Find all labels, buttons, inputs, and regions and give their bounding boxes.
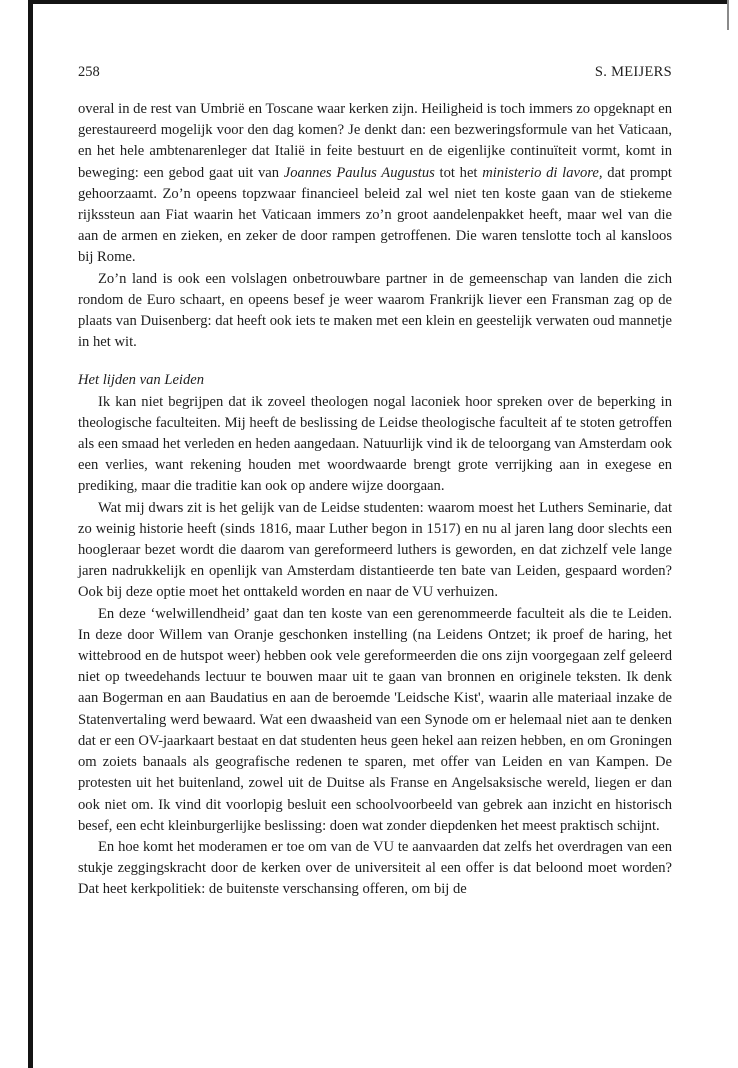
paragraph xyxy=(78,392,672,498)
scan-border-left xyxy=(28,0,33,1068)
intro-body xyxy=(78,99,672,353)
scan-border-top xyxy=(28,0,728,4)
text-segment: En deze ‘welwillendheid’ gaat dan ten koste van een gerenommeerde faculteit als die te Leiden. In deze door Willem van Oranje geschonken instelling (na Leidens Ontzet; ik proef de haring, het wittebrood en de hutspot weer) hebben ook vele gereformeerden die ons zijn voorgegaan zelf geleerd niet op tweedehands lectuur te bouwen maar uit te gaan van bronnen en originele teksten. Ik denk aan Bogerman en aan Baudatius en aan de beroemde 'Leidsche Kist', waarin alle materiaal inzake de Statenvertaling werd bewaard. Wat een dwaasheid van een Synode om er helemaal niet aan te denken dat er een OV-jaarkaart bestaat en dat studenten heus geen hekel aan reizen hebben, en om Groningen om zoiets banaals als geografische redenen te sparen, met offer van Leiden en van Kampen. De protesten uit het buitenland, zowel uit de Duitse als Franse en Angelsaksische wereld, liegen er dan ook niet om. Ik vind dit voorlopig besluit een schoolvoorbeeld van gebrek aan inzicht en historisch besef, een echt kleinburgerlijke beslissing: doen wat zonder diepdenken het meest praktisch schijnt. xyxy=(78,605,672,834)
text-segment: En hoe komt het moderamen er toe om van de VU te aanvaarden dat zelfs het overdragen van een stukje zeggingskracht door de kerken over de universiteit al een offer is dat beloond moet worden? Dat heet kerkpolitiek: de buitenste verschansing offeren, om bij de xyxy=(78,838,672,898)
page-number: 258 xyxy=(78,64,100,80)
text-segment: overal in de rest van Umbrië en Toscane waar kerken zijn. Heiligheid is toch immers zo opgeknapt en gerestaureerd mogelijk voor den dag komen? Je denkt dan: een bezweringsformule van het Vaticaan, en het hele ambtenarenleger dat Italië in feite bestuurt en de eigenlijke continuïteit vormt, komt in beweging: een gebod gaat uit van xyxy=(78,101,672,181)
text-segment: tot het xyxy=(434,164,483,181)
section-body xyxy=(78,392,672,901)
scan-border-right xyxy=(727,0,729,30)
running-head: S. MEIJERS xyxy=(594,64,672,80)
paragraph xyxy=(78,837,672,901)
paragraph xyxy=(78,269,672,354)
text-segment: dat prompt gehoorzaamt. Zo’n opeens topzwaar financieel beleid zal wel niet ten koste gaan van de stiekeme rijkssteun aan Fiat waarin het Vaticaan immers zo’n groot aandelenpakket heeft, maar wel van die aan de armen en zieken, en zeker de door rampen getroffenen. Die waren tenslotte toch al kansloos bij Rome. xyxy=(78,164,672,266)
text-segment: Zo’n land is ook een volslagen onbetrouwbare partner in de gemeenschap van landen die zich rondom de Euro schaart, en opeens besef je weer waarom Frankrijk liever een Fransman zag op de plaats van Duisenberg: dat heeft ook iets te maken met een klein en geestelijk verwaten oud mannetje in het wit. xyxy=(78,270,672,351)
text-segment: Ik kan niet begrijpen dat ik zoveel theologen nogal laconiek hoor spreken over de beperking in theologische faculteiten. Mij heeft de beslissing de Leidse theologische faculteit af te stoten getroffen als een smaad het verleden en heden aangedaan. Natuurlijk vind ik de teloorgang van Amsterdam ook een verlies, want rekening houden met woordwaarde brengt grote verrijking aan in exegese en prediking, maar die traditie kan ook op andere wijze doorgaan. xyxy=(78,393,672,495)
italic-text: ministerio di lavore, xyxy=(482,164,603,181)
section-heading: Het lijden van Leiden xyxy=(78,372,205,389)
paragraph xyxy=(78,498,672,604)
text-segment: Wat mij dwars zit is het gelijk van de Leidse studenten: waarom moest het Luthers Seminarie, dat zo weinig historie heeft (sinds 1816, maar Luther begon in 1517) en nu al jaren lang door slechts een hoogleraar bezet wordt die daarom van gereformeerd luthers is geworden, en dat zichzelf vele lange jaren nadrukkelijk en openlijk van Amsterdam distantieerde ten bate van Leiden, gespaard worden? Ook bij deze optie moet het onttakeld worden en naar de VU verhuizen. xyxy=(78,499,672,601)
italic-text: Joannes Paulus Augustus xyxy=(283,164,435,181)
paragraph xyxy=(78,99,672,269)
page-header xyxy=(78,63,672,81)
paragraph xyxy=(78,604,672,837)
book-page xyxy=(78,63,672,901)
